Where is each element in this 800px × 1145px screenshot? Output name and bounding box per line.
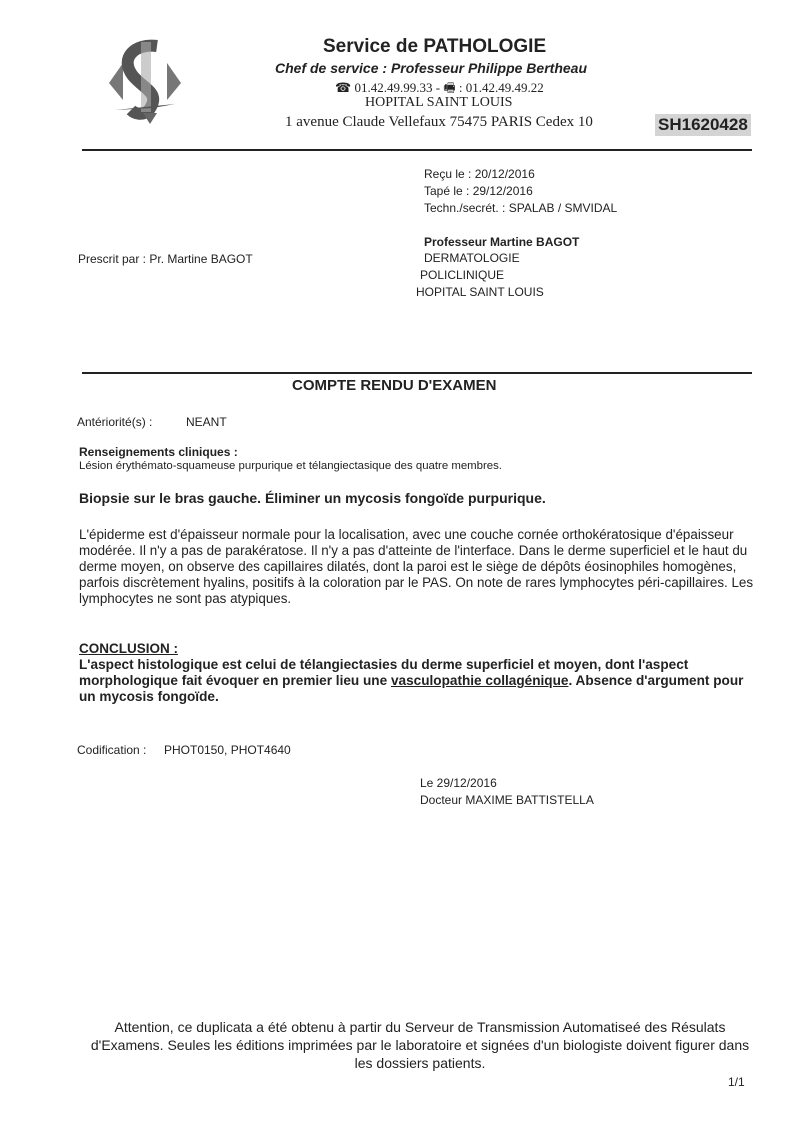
conclusion-part: L'aspect histologique est celui de télangiectasies du derme superficiel et moyen, dont l'aspect morphologique fait évoquer en premier lieu une [79,657,689,688]
clinical-label: Renseignements cliniques : [79,445,238,459]
page-number: 1/1 [728,1075,745,1089]
sample-id: SH1620428 [655,114,751,136]
phone-number: 01.42.49.99.33 [354,80,433,95]
recipient-line: DERMATOLOGIE [424,251,520,265]
technician: Techn./secrét. : SPALAB / SMVIDAL [424,201,618,215]
codification-label: Codification : [77,743,147,757]
conclusion-label: CONCLUSION : [79,641,178,656]
phone-icon: ☎ [335,80,352,95]
recipient-name: Professeur Martine BAGOT [424,235,580,249]
service-title: Service de PATHOLOGIE [323,36,547,57]
typed-date: Tapé le : 29/12/2016 [424,184,533,198]
prescriber [78,252,253,266]
biopsy-text: Biopsie sur le bras gauche. Éliminer un mycosis fongoïde purpurique. [79,490,546,506]
hospital-address: 1 avenue Claude Vellefaux 75475 PARIS Cedex 10 [285,114,593,130]
conclusion-text [79,657,759,705]
recipient-line: POLICLINIQUE [420,268,505,282]
anteriority-value: NEANT [186,415,227,429]
conclusion-emphasis: vasculopathie collagénique [390,673,569,688]
signature-date: Le 29/12/2016 [420,776,497,790]
divider [82,372,752,374]
conclusion-part: . Absence d'argument pour un mycosis fongoïde. [79,673,744,704]
hospital-logo [105,38,185,128]
anteriority-label: Antériorité(s) : [77,415,153,429]
footer-notice: Attention, ce duplicata a été obtenu à partir du Serveur de Transmission Automatiseé des Résulats d'Examens. Seules les éditions imprimées par le laboratoire et signées d'un biologiste doivent figurer dans les dossiers patients. [90,1019,750,1071]
fax-icon: 🖷 [443,80,456,95]
hospital-name: HOPITAL SAINT LOUIS [365,95,513,110]
received-date: Reçu le : 20/12/2016 [424,167,535,181]
chief-of-service: Chef de service : Professeur Philippe Bertheau [275,60,587,76]
divider [82,149,752,151]
separator: - [432,80,444,95]
prescriber-label: Prescrit par : [78,252,147,266]
microscopic-description: L'épiderme est d'épaisseur normale pour la localisation, avec une couche cornée orthokératosique d'épaisseur modérée. Il n'y a pas de parakératose. Il n'y a pas d'atteinte de l'interface. Dans le derme superficiel et le haut du derme moyen, on observe des capillaires dilatés, dont la paroi est le siège de dépôts éosinophiles homogènes, parfois discrètement hyalins, positifs à la coloration par le PAS. On note de rares lymphocytes péri-capillaires. Les lymphocytes ne sont pas atypiques. [79,527,754,606]
signing-doctor: Docteur MAXIME BATTISTELLA [420,793,594,807]
codification-value: PHOT0150, PHOT4640 [164,743,291,757]
recipient-line: HOPITAL SAINT LOUIS [416,285,544,299]
fax-number: : 01.42.49.49.22 [458,80,544,95]
clinical-text: Lésion érythémato-squameuse purpurique et télangiectasique des quatre membres. [79,460,502,472]
report-title: COMPTE RENDU D'EXAMEN [292,377,497,394]
prescriber-name: Pr. Martine BAGOT [149,252,253,266]
